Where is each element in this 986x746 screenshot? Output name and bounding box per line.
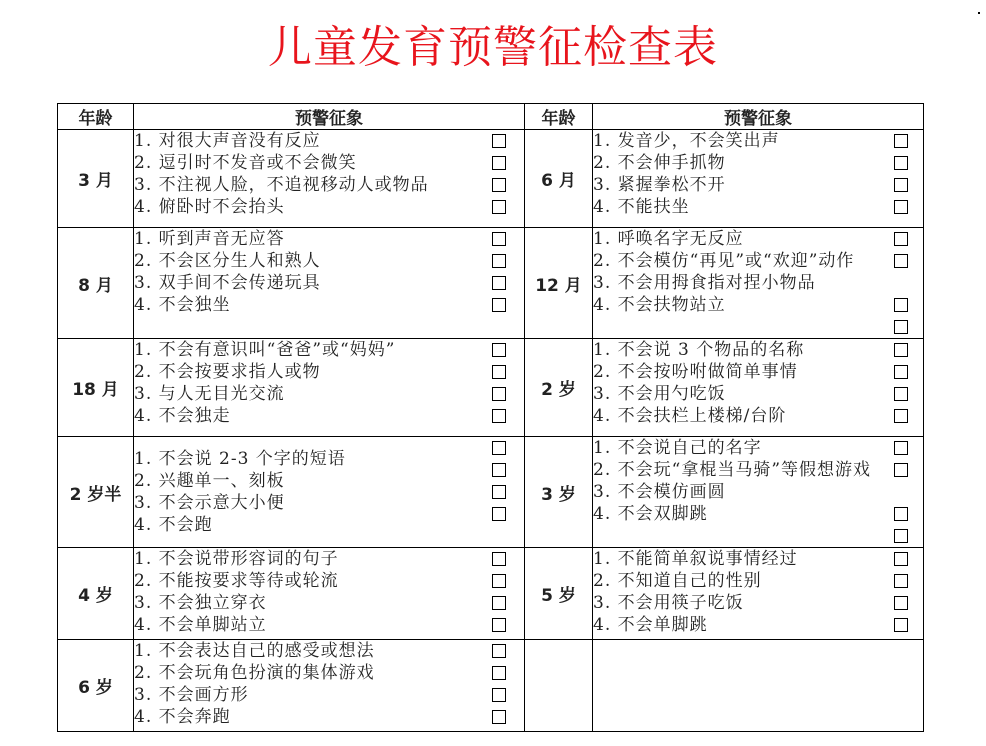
sign-item: 2. 兴趣单一、刻板 bbox=[134, 471, 285, 491]
checkbox-cell bbox=[474, 130, 525, 228]
checkbox[interactable] bbox=[492, 343, 506, 357]
checkbox[interactable] bbox=[492, 485, 506, 499]
sign-item: 2. 不会区分生人和熟人 bbox=[134, 251, 321, 271]
checkbox[interactable] bbox=[492, 596, 506, 610]
sign-item: 1. 发音少，不会笑出声 bbox=[593, 131, 780, 151]
sign-item: 2. 不会按吩咐做简单事情 bbox=[593, 362, 798, 382]
sign-item: 1. 不会说 3 个物品的名称 bbox=[593, 340, 805, 360]
checkbox[interactable] bbox=[492, 463, 506, 477]
checkbox[interactable] bbox=[894, 254, 908, 268]
signs-header-left: 预警征象 bbox=[134, 104, 525, 130]
checkbox-cell bbox=[474, 339, 525, 437]
checkbox[interactable] bbox=[894, 387, 908, 401]
checkbox[interactable] bbox=[894, 574, 908, 588]
checkbox[interactable] bbox=[894, 409, 908, 423]
checkbox[interactable] bbox=[492, 200, 506, 214]
checkbox[interactable] bbox=[894, 232, 908, 246]
age-cell: 2 岁半 bbox=[58, 437, 134, 548]
signs-cell bbox=[134, 437, 474, 548]
sign-item: 4. 不会跑 bbox=[134, 515, 213, 535]
sign-item: 4. 俯卧时不会抬头 bbox=[134, 197, 285, 217]
age-header-right: 年龄 bbox=[525, 104, 593, 130]
sign-item: 3. 与人无目光交流 bbox=[134, 384, 285, 404]
checkbox[interactable] bbox=[894, 200, 908, 214]
signs-cell bbox=[593, 228, 880, 339]
checkbox[interactable] bbox=[492, 618, 506, 632]
sign-item: 2. 不会玩“拿棍当马骑”等假想游戏 bbox=[593, 460, 872, 480]
empty-signs-cell bbox=[593, 640, 880, 732]
age-cell: 5 岁 bbox=[525, 548, 593, 640]
checkbox-cell bbox=[880, 339, 924, 437]
checkbox-cell bbox=[474, 640, 525, 732]
checkbox[interactable] bbox=[894, 178, 908, 192]
table-row bbox=[58, 130, 924, 228]
checkbox-cell bbox=[880, 548, 924, 640]
sign-item: 3. 不注视人脸，不追视移动人或物品 bbox=[134, 175, 429, 195]
checkbox[interactable] bbox=[492, 365, 506, 379]
sign-item: 1. 不会说自己的名字 bbox=[593, 438, 762, 458]
signs-cell bbox=[134, 640, 474, 732]
signs-cell bbox=[593, 437, 880, 548]
age-cell: 8 月 bbox=[58, 228, 134, 339]
checkbox-cell bbox=[880, 228, 924, 339]
sign-item: 2. 不会玩角色扮演的集体游戏 bbox=[134, 663, 375, 683]
table-row bbox=[58, 437, 924, 548]
checkbox[interactable] bbox=[492, 409, 506, 423]
page-title: 儿童发育预警征检查表 bbox=[268, 22, 718, 73]
checkbox-cell bbox=[880, 437, 924, 548]
age-cell: 6 月 bbox=[525, 130, 593, 228]
checkbox[interactable] bbox=[894, 529, 908, 543]
checkbox[interactable] bbox=[492, 666, 506, 680]
age-cell: 6 岁 bbox=[58, 640, 134, 732]
sign-item: 2. 不能按要求等待或轮流 bbox=[134, 571, 339, 591]
checkbox[interactable] bbox=[894, 320, 908, 334]
sign-item: 3. 双手间不会传递玩具 bbox=[134, 273, 321, 293]
corner-dot bbox=[978, 12, 980, 14]
sign-item: 4. 不会奔跑 bbox=[134, 707, 231, 727]
sign-item: 1. 听到声音无应答 bbox=[134, 229, 285, 249]
checkbox[interactable] bbox=[894, 343, 908, 357]
sign-item: 4. 不会扶物站立 bbox=[593, 295, 726, 315]
sign-item: 1. 不能简单叙说事情经过 bbox=[593, 549, 798, 569]
sign-item: 1. 不会表达自己的感受或想法 bbox=[134, 641, 375, 661]
sign-item: 2. 不会模仿“再见”或“欢迎”动作 bbox=[593, 251, 855, 271]
signs-cell bbox=[134, 339, 474, 437]
checkbox[interactable] bbox=[894, 134, 908, 148]
sign-item: 4. 不会单脚跳 bbox=[593, 615, 708, 635]
checkbox[interactable] bbox=[492, 552, 506, 566]
checkbox[interactable] bbox=[492, 507, 506, 521]
sign-item: 4. 不会单脚站立 bbox=[134, 615, 267, 635]
warning-signs-table bbox=[57, 103, 924, 732]
checkbox-cell bbox=[880, 130, 924, 228]
table-row bbox=[58, 548, 924, 640]
signs-cell bbox=[134, 548, 474, 640]
sign-item: 4. 不会独走 bbox=[134, 406, 231, 426]
checkbox[interactable] bbox=[492, 298, 506, 312]
sign-item: 3. 不会用筷子吃饭 bbox=[593, 593, 744, 613]
empty-age-cell bbox=[525, 640, 593, 732]
checkbox[interactable] bbox=[492, 254, 506, 268]
table-row bbox=[58, 640, 924, 732]
checkbox[interactable] bbox=[894, 441, 908, 455]
sign-item: 1. 不会说带形容词的句子 bbox=[134, 549, 339, 569]
checkbox[interactable] bbox=[894, 552, 908, 566]
empty-checkbox-cell bbox=[880, 640, 924, 732]
sign-item: 2. 不会伸手抓物 bbox=[593, 153, 726, 173]
sign-item: 3. 不会模仿画圆 bbox=[593, 482, 726, 502]
checkbox[interactable] bbox=[492, 644, 506, 658]
signs-cell bbox=[134, 130, 474, 228]
sign-item: 2. 不会按要求指人或物 bbox=[134, 362, 321, 382]
age-cell: 2 岁 bbox=[525, 339, 593, 437]
sign-item: 3. 不会用拇食指对捏小物品 bbox=[593, 273, 816, 293]
sign-item: 2. 不知道自己的性别 bbox=[593, 571, 762, 591]
sign-item: 1. 不会说 2-3 个字的短语 bbox=[134, 449, 346, 469]
checkbox[interactable] bbox=[894, 298, 908, 312]
checkbox[interactable] bbox=[492, 441, 506, 455]
age-cell: 3 月 bbox=[58, 130, 134, 228]
signs-cell bbox=[593, 548, 880, 640]
age-cell: 3 岁 bbox=[525, 437, 593, 548]
age-header-left: 年龄 bbox=[58, 104, 134, 130]
checkbox[interactable] bbox=[492, 232, 506, 246]
age-cell: 18 月 bbox=[58, 339, 134, 437]
sign-item: 1. 不会有意识叫“爸爸”或“妈妈” bbox=[134, 340, 396, 360]
sign-item: 3. 不会用勺吃饭 bbox=[593, 384, 726, 404]
sign-item: 3. 不会画方形 bbox=[134, 685, 249, 705]
checkbox[interactable] bbox=[894, 365, 908, 379]
age-cell: 12 月 bbox=[525, 228, 593, 339]
checkbox[interactable] bbox=[894, 463, 908, 477]
age-cell: 4 岁 bbox=[58, 548, 134, 640]
checkbox[interactable] bbox=[492, 387, 506, 401]
signs-cell bbox=[593, 130, 880, 228]
sign-item: 4. 不会双脚跳 bbox=[593, 504, 708, 524]
sign-item: 4. 不会独坐 bbox=[134, 295, 231, 315]
checkbox[interactable] bbox=[894, 596, 908, 610]
checkbox-cell bbox=[474, 228, 525, 339]
signs-cell bbox=[134, 228, 474, 339]
checkbox[interactable] bbox=[492, 156, 506, 170]
sign-item: 2. 逗引时不发音或不会微笑 bbox=[134, 153, 357, 173]
sign-item: 1. 呼唤名字无反应 bbox=[593, 229, 744, 249]
sign-item: 1. 对很大声音没有反应 bbox=[134, 131, 321, 151]
checkbox[interactable] bbox=[492, 710, 506, 724]
sign-item: 3. 不会独立穿衣 bbox=[134, 593, 267, 613]
checkbox[interactable] bbox=[894, 507, 908, 521]
checkbox[interactable] bbox=[492, 178, 506, 192]
sign-item: 4. 不会扶栏上楼梯/台阶 bbox=[593, 406, 787, 426]
signs-header-right: 预警征象 bbox=[593, 104, 924, 130]
checkbox[interactable] bbox=[492, 574, 506, 588]
checkbox-cell bbox=[474, 437, 525, 548]
checkbox[interactable] bbox=[492, 134, 506, 148]
signs-cell bbox=[593, 339, 880, 437]
checkbox[interactable] bbox=[894, 618, 908, 632]
checkbox[interactable] bbox=[492, 688, 506, 702]
checkbox-cell bbox=[474, 548, 525, 640]
sign-item: 4. 不能扶坐 bbox=[593, 197, 690, 217]
table-row bbox=[58, 339, 924, 437]
table-row bbox=[58, 228, 924, 339]
checkbox[interactable] bbox=[492, 276, 506, 290]
sign-item: 3. 不会示意大小便 bbox=[134, 493, 285, 513]
header-row bbox=[58, 104, 924, 130]
checkbox[interactable] bbox=[894, 156, 908, 170]
sign-item: 3. 紧握拳松不开 bbox=[593, 175, 726, 195]
